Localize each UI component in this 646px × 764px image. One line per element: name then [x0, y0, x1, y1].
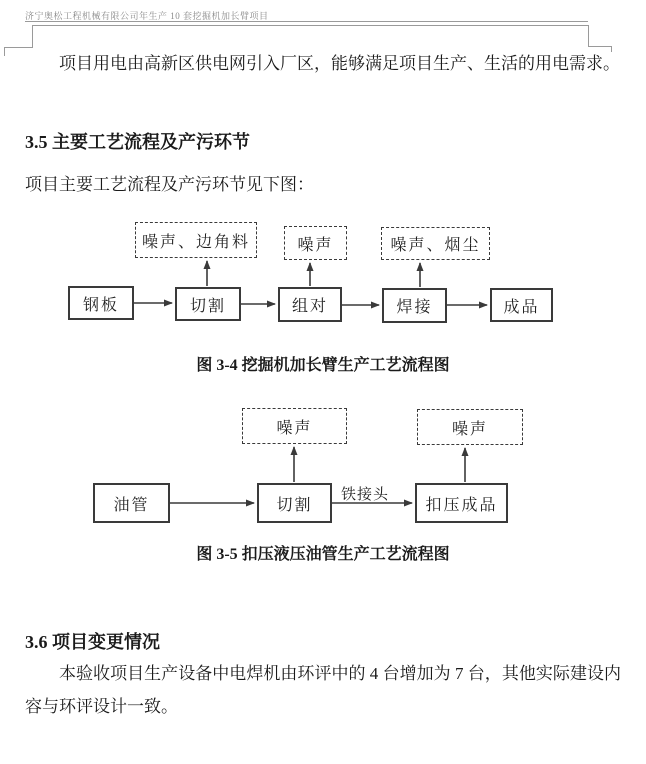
flowchart1-step-product: 成品 [490, 288, 553, 322]
section-3-6-heading: 3.6 项目变更情况 [25, 632, 160, 652]
page-border-left-vertical [32, 25, 33, 48]
section-3-5-intro: 项目主要工艺流程及产污环节见下图： [25, 175, 314, 194]
flowchart1-step-welding: 焊接 [382, 288, 447, 323]
flowchart2-emission-box-crimping: 噪声 [417, 409, 523, 445]
flowchart1-emission-box-cutting: 噪声、边角料 [135, 222, 257, 258]
flowchart2-step-oil-pipe: 油管 [93, 483, 170, 523]
flowchart2-step-crimped-product: 扣压成品 [415, 483, 508, 523]
page-border-left-stub [4, 47, 5, 56]
section-3-5-heading: 3.5 主要工艺流程及产污环节 [25, 132, 250, 152]
flowchart1-step-pairing: 组对 [278, 287, 342, 322]
flowchart1-step-steel-plate: 钢板 [68, 286, 134, 320]
page-border-right-vertical [588, 25, 589, 47]
page-header-text: 济宁奥松工程机械有限公司年生产 10 套挖掘机加长臂项目 [25, 11, 269, 21]
paragraph-project-change: 本验收项目生产设备中电焊机由环评中的 4 台增加为 7 台，其他实际建设内容与环评设计一致。 [25, 664, 621, 716]
flowchart2-arrow-label-iron-joint: 铁接头 [341, 487, 390, 503]
figure-3-4-caption: 图 3-4 挖掘机加长臂生产工艺流程图 [196, 357, 450, 374]
header-rule-line [25, 21, 588, 22]
page-border-right-step [588, 46, 612, 47]
page-border-top [32, 25, 589, 26]
flowchart1-emission-box-pairing: 噪声 [284, 226, 347, 260]
flowchart2-emission-box-cutting: 噪声 [242, 408, 347, 444]
figure-3-5-caption: 图 3-5 扣压液压油管生产工艺流程图 [196, 546, 450, 563]
paragraph-power-supply: 项目用电由高新区供电网引入厂区，能够满足项目生产、生活的用电需求。 [59, 54, 620, 73]
flowchart1-step-cutting: 切割 [175, 287, 241, 321]
flowchart1-emission-box-welding: 噪声、烟尘 [381, 227, 490, 260]
flowchart2-step-cutting: 切割 [257, 483, 332, 523]
